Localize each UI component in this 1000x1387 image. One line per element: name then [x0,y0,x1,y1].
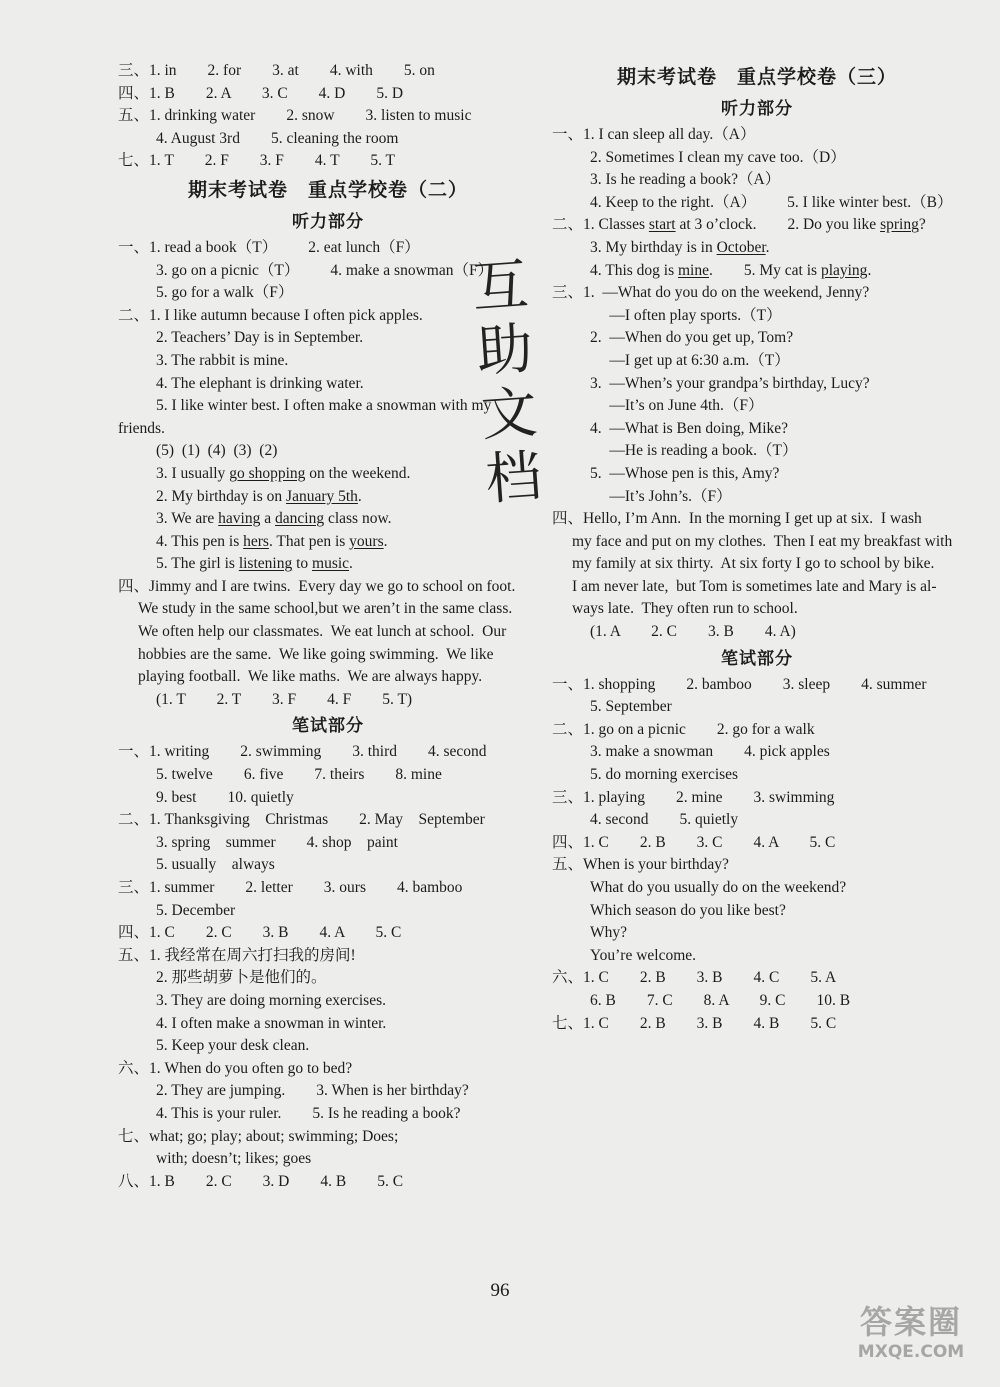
handwritten-char: 助 [474,316,535,385]
answer-line: 八、1. B 2. C 3. D 4. B 5. C [118,1172,404,1190]
answer-line: We study in the same school,but we aren’t in the same class. [138,600,513,618]
answer-line: 4. August 3rd 5. cleaning the room [156,129,399,147]
answer-line [552,237,962,260]
answer-text: . [383,532,388,550]
answer-line: 一、1. I can sleep all day.（A） [552,126,756,143]
answer-line: 4. Keep to the right.（A） 5. I like winter best.（B） [590,193,953,211]
answer-line: 四、Hello, I’m Ann. In the morning I get up at six. I wash [552,510,922,528]
answer-line: my family at six thirty. At six forty I go to school by bike. [572,555,935,573]
answer-text: 3. I usually [156,464,230,482]
answer-line: 四、1. C 2. C 3. B 4. A 5. C [118,924,402,942]
watermark-title: 答案圈 [859,1303,962,1341]
answer-text: at 3 o’clock. 2. Do you like [675,216,881,234]
answer-text: class now. [324,510,392,528]
answer-line: 3. go on a picnic（T） 4. make a snowman（F） [156,261,494,279]
answer-line: playing football. We like maths. We are always happy. [138,668,483,686]
answer-line: 4. This is your ruler. 5. Is he reading a book? [156,1104,461,1122]
answer-line: You’re welcome. [590,946,697,964]
answer-line: What do you usually do on the weekend? [590,879,847,896]
answer-line: 四、1. C 2. B 3. C 4. A 5. C [552,833,836,851]
subsection-title: 笔试部分 [292,716,364,737]
answer-line: 4. second 5. quietly [590,811,739,829]
answer-line: 4. I often make a snowman in winter. [156,1014,387,1032]
answer-line: 七、what; go; play; about; swimming; Does; [118,1127,399,1145]
answer-line: 5. I like winter best. I often make a snowman with my [156,397,492,415]
answer-text: to [292,555,313,573]
answer-line: 五、1. drinking water 2. snow 3. listen to music [118,107,472,125]
answer-line: ways late. They often run to school. [572,600,798,618]
answer-text: ? [918,216,926,234]
underlined-answer: yours [349,532,384,550]
answer-line: 六、1. When do you often go to bed? [118,1059,353,1077]
answer-line: 3. The rabbit is mine. [156,351,289,369]
answer-text: 3. My birthday is in [590,238,717,256]
answer-text: . [765,238,770,256]
answer-line: 七、1. T 2. F 3. F 4. T 5. T [118,152,396,170]
underlined-answer: hers [243,532,269,550]
underlined-answer: January 5th [286,487,358,505]
answer-line: (1. T 2. T 3. F 4. F 5. T) [156,690,413,708]
answer-line: 三、1. —What do you do on the weekend, Jenny? [552,284,870,302]
answer-line: 一、1. shopping 2. bamboo 3. sleep 4. summer [552,675,927,693]
handwritten-char: 互 [470,252,531,322]
answer-line: (5) (1) (4) (3) (2) [156,442,278,460]
answer-line: 4. —What is Ben doing, Mike? [590,419,789,437]
answer-line: hobbies are the same. We like going swimming. We like [138,645,494,663]
answer-line: I am never late, but Tom is sometimes late and Mary is al- [572,577,937,595]
answer-line: 3. make a snowman 4. pick apples [590,743,830,761]
answer-line: 2. —When do you get up, Tom? [590,329,794,347]
answer-line: 3. —When’s your grandpa’s birthday, Lucy? [590,374,870,392]
answer-line [118,531,538,554]
answer-line: 一、1. writing 2. swimming 3. third 4. second [118,743,487,761]
answer-line: 三、1. playing 2. mine 3. swimming [552,788,835,806]
watermark-logo [836,1303,986,1373]
answer-line: 三、1. summer 2. letter 3. ours 4. bamboo [118,879,463,896]
answer-text: 3. We are [156,510,219,528]
answer-line: 5. —Whose pen is this, Amy? [590,464,780,482]
answer-line: 三、1. in 2. for 3. at 4. with 5. on [118,62,435,79]
answer-line: 5. September [590,698,672,716]
answer-line: friends. [118,419,165,437]
answer-line: —I get up at 6:30 a.m.（T） [590,351,790,369]
subsection-title: 笔试部分 [721,648,793,669]
underlined-answer: go shopping [229,464,306,482]
answer-line: —It’s on June 4th.（F） [590,397,764,415]
underlined-answer: October [716,238,766,256]
section-title: 期末考试卷 重点学校卷（三） [616,66,897,88]
answer-line: 5. Keep your desk clean. [156,1037,310,1055]
answer-line: 5. usually always [156,856,275,874]
answer-text: . [867,261,872,279]
answer-line: 二、1. Thanksgiving Christmas 2. May September [118,811,485,829]
answer-line: 3. They are doing morning exercises. [156,991,386,1009]
handwritten-char: 档 [483,443,544,513]
subsection-title: 听力部分 [292,211,364,232]
underlined-answer: music [312,555,350,573]
left-column [118,60,538,1193]
handwritten-annotation [453,252,561,514]
underlined-answer: start [648,216,676,234]
answer-line: 2. They are jumping. 3. When is her birthday? [156,1082,469,1100]
answer-text: . [349,555,353,573]
answer-text: 2. My birthday is on [156,487,287,505]
subsection-title: 听力部分 [721,99,793,119]
answer-line: 5. December [156,901,236,919]
answer-text: a [260,510,275,528]
answer-line: —He is reading a book.（T） [590,442,798,460]
answer-text: . [357,487,362,505]
answer-line [552,260,962,283]
answer-line: 2. 那些胡萝卜是他们的。 [156,969,327,987]
answer-line: 二、1. I like autumn because I often pick apples. [118,306,423,324]
answer-line: 五、When is your birthday? [552,856,729,874]
answer-line: Which season do you like best? [590,901,786,919]
answer-line: 七、1. C 2. B 3. B 4. B 5. C [552,1014,837,1032]
answer-line: 3. spring summer 4. shop paint [156,833,398,851]
answer-line: 六、1. C 2. B 3. B 4. C 5. A [552,969,837,987]
answer-line: —I often play sports.（T） [590,306,782,324]
page-number: 96 [490,1280,510,1301]
handwritten-char: 文 [478,380,540,449]
answer-line [552,214,962,237]
answer-line: 二、1. go on a picnic 2. go for a walk [552,720,815,738]
answer-text: 4. This pen is [156,532,244,550]
answer-text: on the weekend. [305,464,411,482]
answer-line: 3. Is he reading a book?（A） [590,171,781,189]
answer-line: 一、1. read a book（T） 2. eat lunch（F） [118,238,420,256]
underlined-answer: mine [678,261,709,279]
answer-line: 五、1. 我经常在周六打扫我的房间! [118,946,356,964]
watermark-url: MXQE.COM [857,1342,965,1362]
answer-line: 5. do morning exercises [590,766,739,784]
answer-line: 2. Sometimes I clean my cave too.（D） [590,148,846,166]
answer-line: 4. The elephant is drinking water. [156,374,364,392]
answer-line: 6. B 7. C 8. A 9. C 10. B [590,991,851,1009]
answer-line: 9. best 10. quietly [156,788,294,806]
answer-line: 2. Teachers’ Day is in September. [156,329,364,347]
section-title: 期末考试卷 重点学校卷（二） [187,178,468,201]
answer-line: —It’s John’s.（F） [590,487,732,505]
answer-text: 二、1. Classes [552,216,649,234]
answer-line: Why? [590,924,628,942]
underlined-answer: spring [880,216,919,234]
right-column [552,60,962,1035]
answer-line: We often help our classmates. We eat lunch at school. Our [138,623,507,641]
underlined-answer: playing [820,261,868,279]
answer-line: 5. twelve 6. five 7. theirs 8. mine [156,766,442,784]
answer-line: 四、Jimmy and I are twins. Every day we go to school on foot. [118,577,516,595]
answer-line [118,553,538,576]
answer-line: with; doesn’t; likes; goes [156,1150,312,1168]
underlined-answer: dancing [275,510,325,528]
underlined-answer: listening [238,555,293,573]
answer-line: 四、1. B 2. A 3. C 4. D 5. D [118,84,404,102]
answer-text: . 5. My cat is [709,261,821,279]
answer-line: my face and put on my clothes. Then I eat my breakfast with [572,532,953,550]
answer-text: 5. The girl is [156,555,239,573]
answer-line: 5. go for a walk（F） [156,284,294,302]
underlined-answer: having [218,510,261,528]
answer-line: (1. A 2. C 3. B 4. A) [590,623,796,641]
answer-text: 4. This dog is [590,261,678,279]
answer-text: . That pen is [268,532,350,550]
